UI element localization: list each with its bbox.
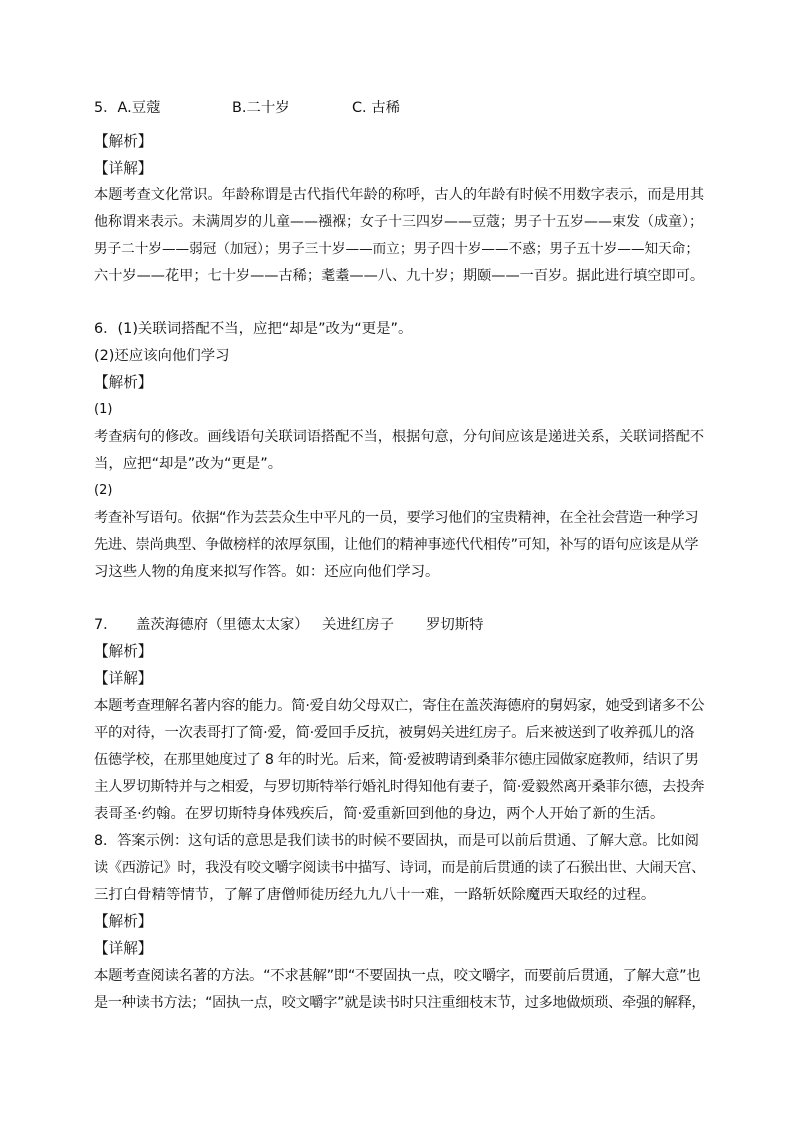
q8-answer-line: 读《西游记》时，我没有咬文嚼字阅读书中描写、诗词，而是前后贯通的读了石猴出世、大闹天宫、 bbox=[94, 860, 706, 876]
q8-detail-line: 是一种读书方法；“固执一点，咬文嚼字”就是读书时只注重细枝末节，过多地做烦琐、牵强的解释， bbox=[94, 995, 706, 1011]
q5-analysis-tag: 【解析】 bbox=[94, 133, 153, 150]
q7-detail-tag: 【详解】 bbox=[94, 670, 153, 687]
q5-option-b: B.二十岁 bbox=[232, 100, 290, 116]
q7-answer-a: 盖茨海德府（里德太太家） bbox=[136, 617, 309, 633]
q7-detail-line: 平的对待，一次表哥打了简·爱，简·爱回手反抗，被舅妈关进红房子。后来被送到了收养孤儿的洛 bbox=[94, 725, 695, 741]
q5-detail-line: 本题考查文化常识。年龄称谓是古代指代年龄的称呼，古人的年龄有时候不用数字表示，而是用其 bbox=[94, 187, 705, 203]
q5-option-c: C. 古稀 bbox=[352, 100, 400, 116]
q7-answer-c: 罗切斯特 bbox=[426, 617, 484, 633]
q7-answer-b: 关进红房子 bbox=[322, 617, 394, 633]
q5-detail-line: 六十岁——花甲；七十岁——古稀；耄耋——八、九十岁；期颐——一百岁。据此进行填空即可。 bbox=[94, 268, 705, 284]
q6-part2-line: 考查补写语句。依据“作为芸芸众生中平凡的一员，要学习他们的宝贵精神，在全社会营造一种学习 bbox=[94, 510, 699, 526]
q6-answer-2: (2)还应该向他们学习 bbox=[94, 348, 230, 364]
q8-answer-line: 三打白骨精等情节，了解了唐僧师徒历经九九八十一难，一路斩妖除魔西天取经的过程。 bbox=[94, 887, 656, 903]
q6-part1-line: 考查病句的修改。画线语句关联词语搭配不当，根据句意，分句间应该是递进关系，关联词搭配不 bbox=[94, 429, 705, 445]
q5-detail-line: 他称谓来表示。未满周岁的儿童——襁褓；女子十三四岁——豆蔻；男子十五岁——束发（成童）； bbox=[94, 214, 703, 230]
q8-answer-line: 8．答案示例：这句话的意思是我们读书的时候不要固执，而是可以前后贯通、了解大意。比如阅 bbox=[94, 833, 699, 849]
q6-answer-1: 6．(1)关联词搭配不当，应把“却是”改为“更是”。 bbox=[94, 321, 413, 337]
q7-detail-line: 表哥圣·约翰。在罗切斯特身体残疾后，简·爱重新回到他的身边，两个人开始了新的生活。 bbox=[94, 806, 665, 822]
q8-detail-line: 本题考查阅读名著的方法。“不求甚解”即“不要固执一点，咬文嚼字，而要前后贯通，了解大意”也 bbox=[94, 968, 701, 984]
q6-part1-label: (1) bbox=[94, 402, 113, 417]
q7-detail-line: 本题考查理解名著内容的能力。简·爱自幼父母双亡，寄住在盖茨海德府的舅妈家，她受到诸多不公 bbox=[94, 698, 705, 714]
q6-part2-line: 先进、崇尚典型、争做榜样的浓厚氛围，让他们的精神事迹代代相传”可知，补写的语句应该是从学 bbox=[94, 537, 699, 553]
q7-number: 7． bbox=[94, 617, 118, 633]
q5-number: 5． bbox=[94, 100, 118, 116]
q6-part1-line: 当，应把“却是”改为“更是”。 bbox=[94, 456, 283, 472]
q5-detail-line: 男子二十岁——弱冠（加冠）；男子三十岁——而立；男子四十岁——不惑；男子五十岁——知天命； bbox=[94, 241, 699, 257]
q6-part2-label: (2) bbox=[94, 483, 113, 498]
q7-detail-line: 主人罗切斯特并与之相爱，与罗切斯特举行婚礼时得知他有妻子，简·爱毅然离开桑菲尔德，去投奔 bbox=[94, 779, 705, 795]
q6-part2-line: 习这些人物的角度来拟写作答。如：还应向他们学习。 bbox=[94, 564, 440, 580]
q7-answer-line bbox=[94, 616, 706, 634]
q5-answer-line bbox=[94, 99, 706, 117]
q5-detail-tag: 【详解】 bbox=[94, 160, 153, 177]
q6-analysis-tag: 【解析】 bbox=[94, 374, 153, 391]
q5-option-a: A.豆蔻 bbox=[117, 100, 161, 116]
q8-detail-tag: 【详解】 bbox=[94, 940, 153, 957]
q7-analysis-tag: 【解析】 bbox=[94, 643, 153, 660]
q7-detail-line: 伍德学校，在那里她度过了 8 年的时光。后来，简·爱被聘请到桑菲尔德庄园做家庭教师，结识了男 bbox=[94, 752, 699, 768]
q8-analysis-tag: 【解析】 bbox=[94, 913, 153, 930]
